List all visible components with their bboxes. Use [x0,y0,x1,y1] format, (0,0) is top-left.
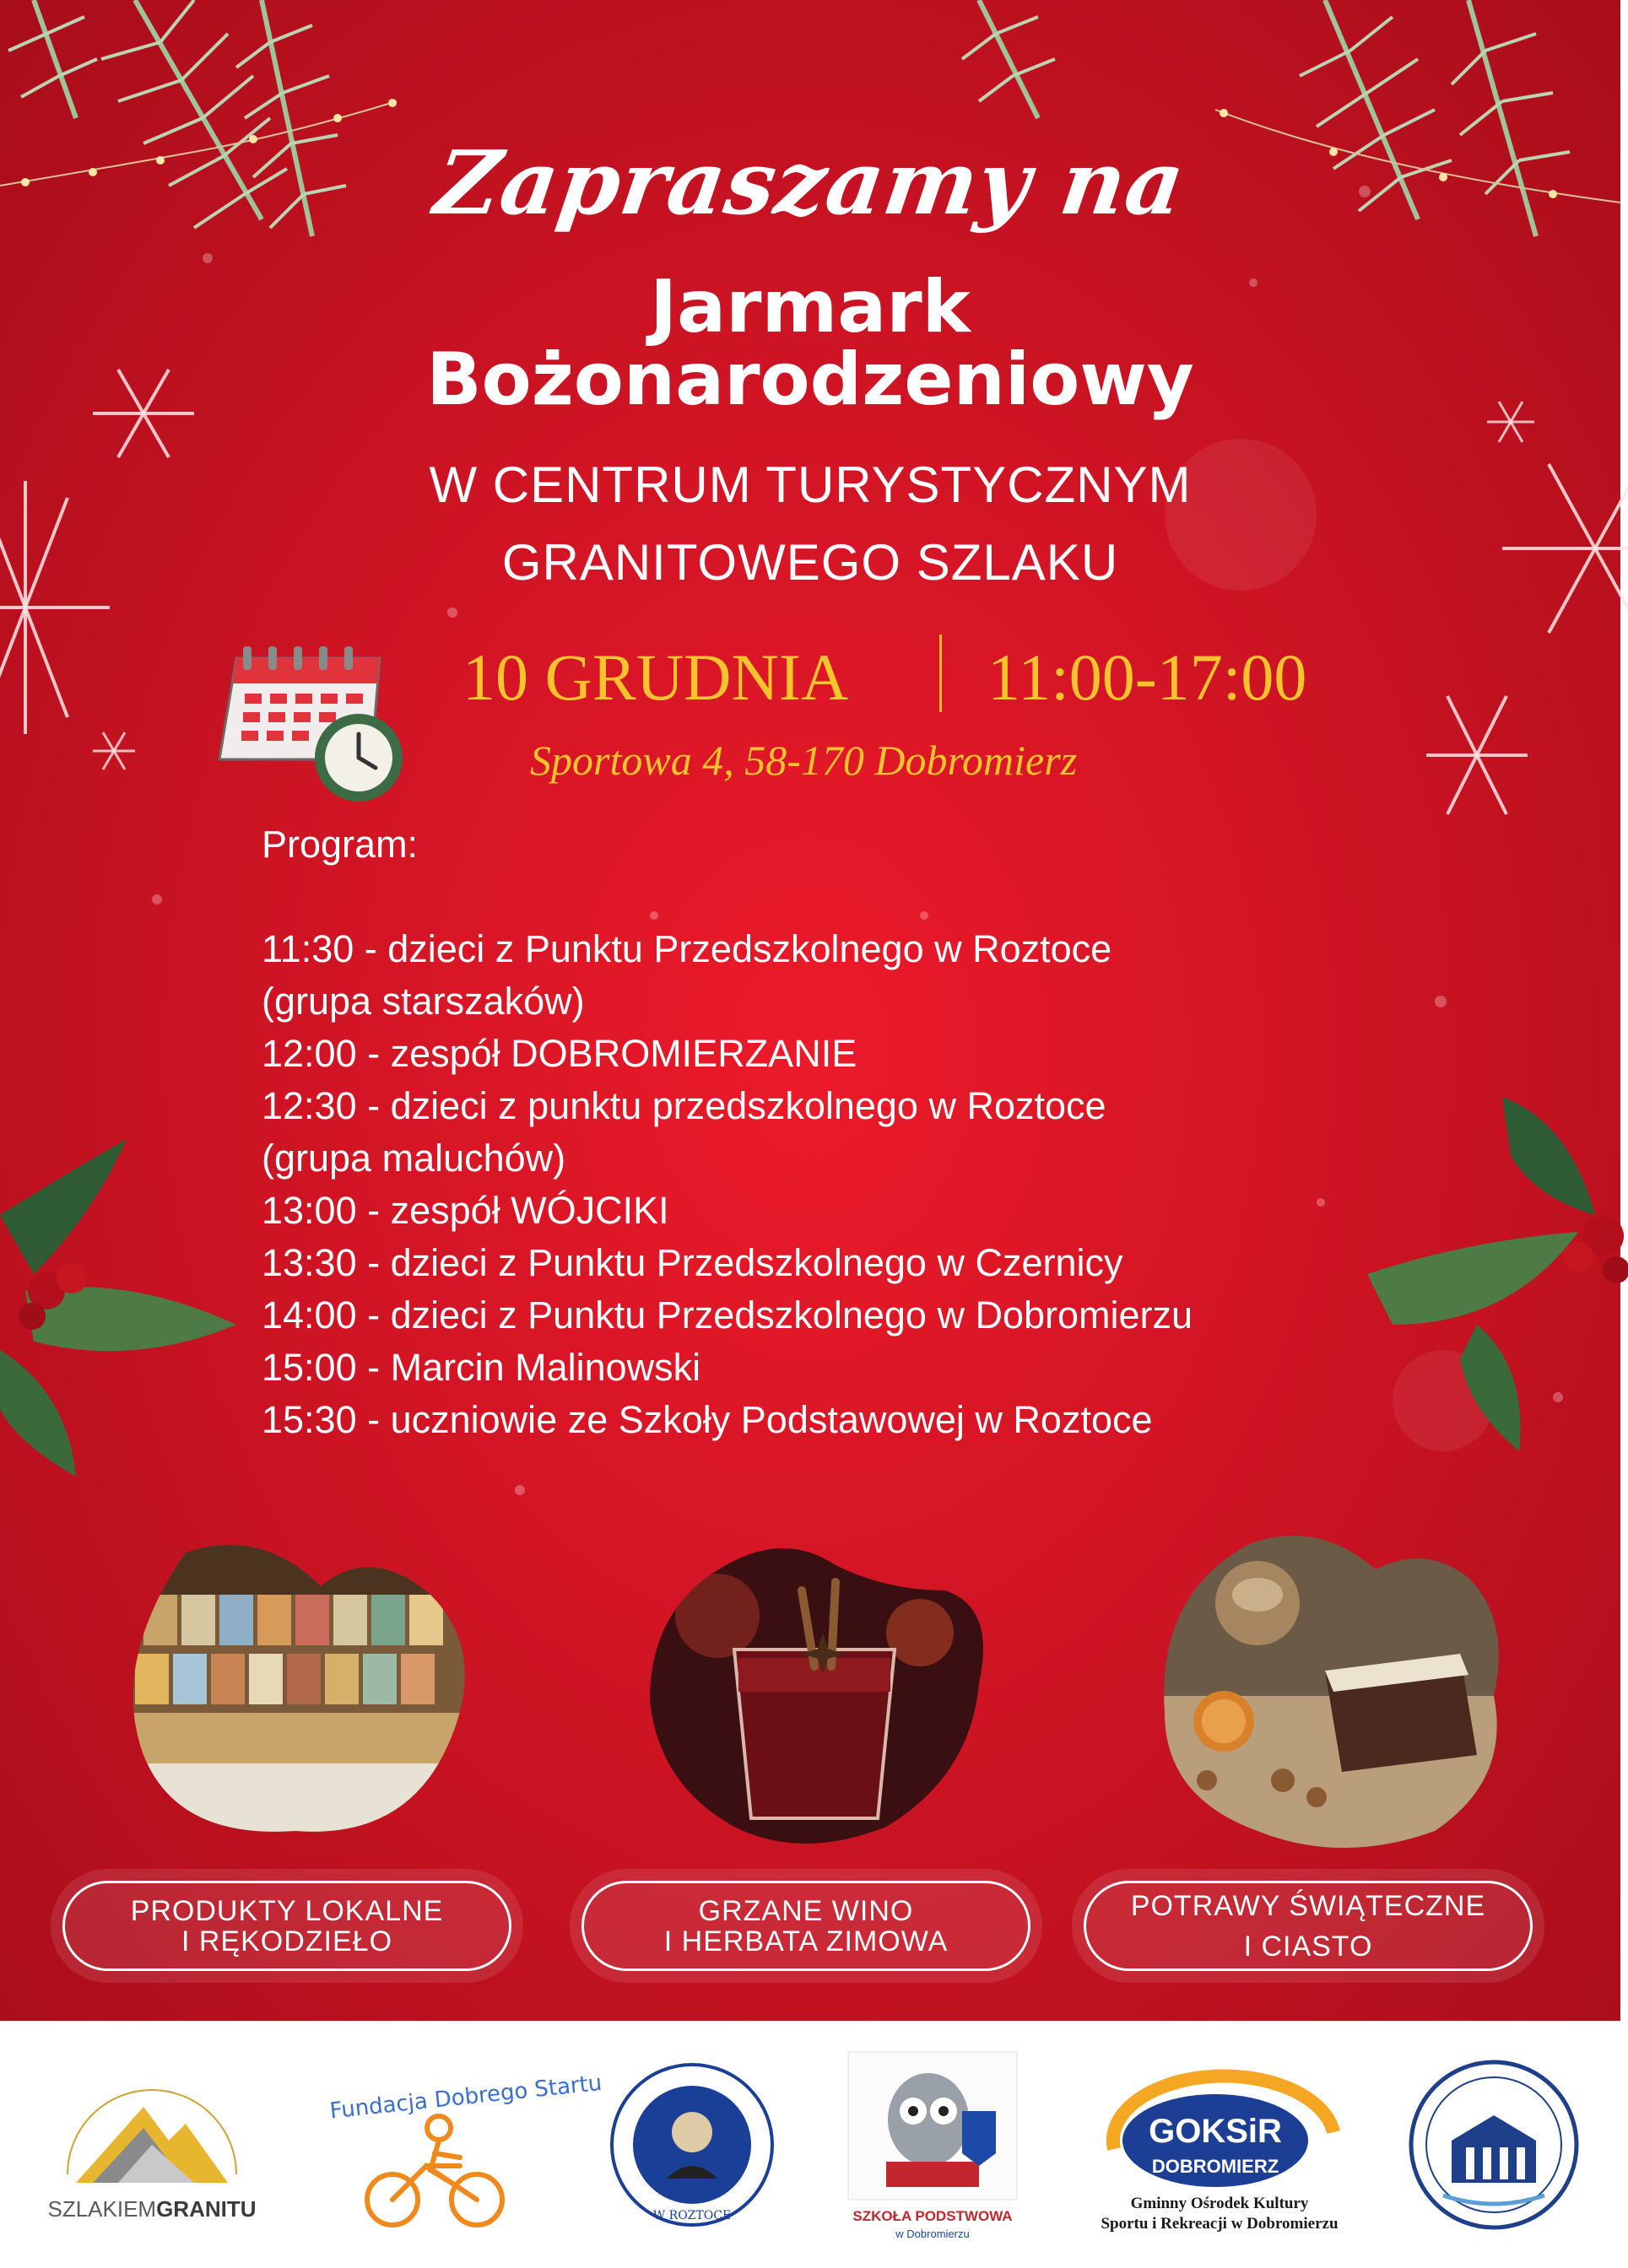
logo-label: W ROZTOCE [652,2208,732,2222]
attraction-label-line2: I RĘKODZIEŁO [181,1925,393,1958]
script-headline: Zapraszamy na [429,131,1192,235]
logo-szlakiem-granitu [34,2021,270,2268]
svg-text:w Dobromierzu: w Dobromierzu [895,2227,970,2240]
date-time-divider [939,634,942,712]
calendar-clock-icon [203,633,422,810]
attraction-pill-local-products [51,1869,523,1983]
logo-label: SZKOŁA PODSTWOWA [852,2207,1013,2224]
logo-label: SZLAKIEM [47,2195,157,2222]
venue-line2: GRANITOWEGO SZLAKU [501,534,1119,591]
program-line: 14:00 - dzieci z Punktu Przedszkolnego w Dobromierzu [262,1293,1193,1336]
christmas-cake-photo [1156,1527,1511,1856]
program-line: 11:30 - dzieci z Punktu Przedszkolnego w Roztoce [262,927,1112,970]
venue-line1: W CENTRUM TURYSTYCZNYM [429,456,1192,513]
jars-of-preserves-photo [127,1536,481,1848]
program-line: 13:00 - zespół WÓJCIKI [262,1189,669,1232]
program-list [262,818,1443,1446]
attraction-pill-mulled-wine [570,1869,1042,1983]
snow-dot [515,1485,525,1495]
logo-utw-dobromierz [1401,2021,1587,2268]
attraction-label-line1: PRODUKTY LOKALNE [130,1894,444,1927]
svg-text:SZLAKIEMGRANITU: SZLAKIEMGRANITU [47,2195,257,2222]
svg-text:Gminny Ośrodek Kultury: Gminny Ośrodek Kultury [1130,2194,1309,2212]
logo-label: Fundacja Dobrego Startu [328,2070,603,2124]
program-heading: Program: [262,823,419,866]
program-line: (grupa starszaków) [262,980,585,1023]
program-line: 15:00 - Marcin Malinowski [262,1346,701,1389]
attraction-label-line1: GRZANE WINO [698,1894,914,1927]
snow-dot [447,608,457,618]
program-line: 12:30 - dzieci z punktu przedszkolnego w Roztoce [262,1084,1106,1127]
program-line: (grupa maluchów) [262,1137,566,1180]
holly-leaves-icon [0,1088,245,1477]
program-line: 13:30 - dzieci z Punktu Przedszkolnego w Czernicy [262,1241,1123,1284]
svg-text:Sportu i Rekreacji w Dobromier: Sportu i Rekreacji w Dobromierzu [1101,2214,1339,2233]
snow-dot [203,253,213,263]
logo-szkola-roztoka [608,2021,776,2268]
svg-text:DOBROMIERZ: DOBROMIERZ [1151,2155,1279,2177]
program-line: 15:30 - uczniowie ze Szkoły Podstawowej w Roztoce [262,1398,1153,1441]
snowflake-icon [1418,683,1536,827]
event-title-line2: Bożonarodzeniowy [426,338,1194,422]
event-time: 11:00-17:00 [987,640,1307,714]
attraction-label-line1: POTRAWY ŚWIĄTECZNE [1130,1889,1486,1922]
logo-label: GOKSiR [1149,2112,1282,2150]
attraction-pill-holiday-dishes [1072,1869,1544,1983]
event-title-line1: Jarmark [650,265,971,349]
snowflake-icon [89,726,139,776]
logo-szkola-dobromierz [831,2021,1034,2268]
logo-fundacja-dobrego-startu [308,2021,603,2268]
event-date: 10 GRUDNIA [462,640,849,714]
event-address: Sportowa 4, 58-170 Dobromierz [530,737,1078,784]
attraction-label-line2: I CIASTO [1243,1930,1373,1963]
program-line: 12:00 - zespół DOBROMIERZANIE [262,1032,857,1075]
snow-dot [152,894,162,904]
attraction-label-line2: I HERBATA ZIMOWA [663,1925,949,1958]
logo-goksir-dobromierz [1080,2021,1359,2268]
sponsor-footer [0,2021,1620,2268]
mulled-wine-photo [641,1540,996,1852]
